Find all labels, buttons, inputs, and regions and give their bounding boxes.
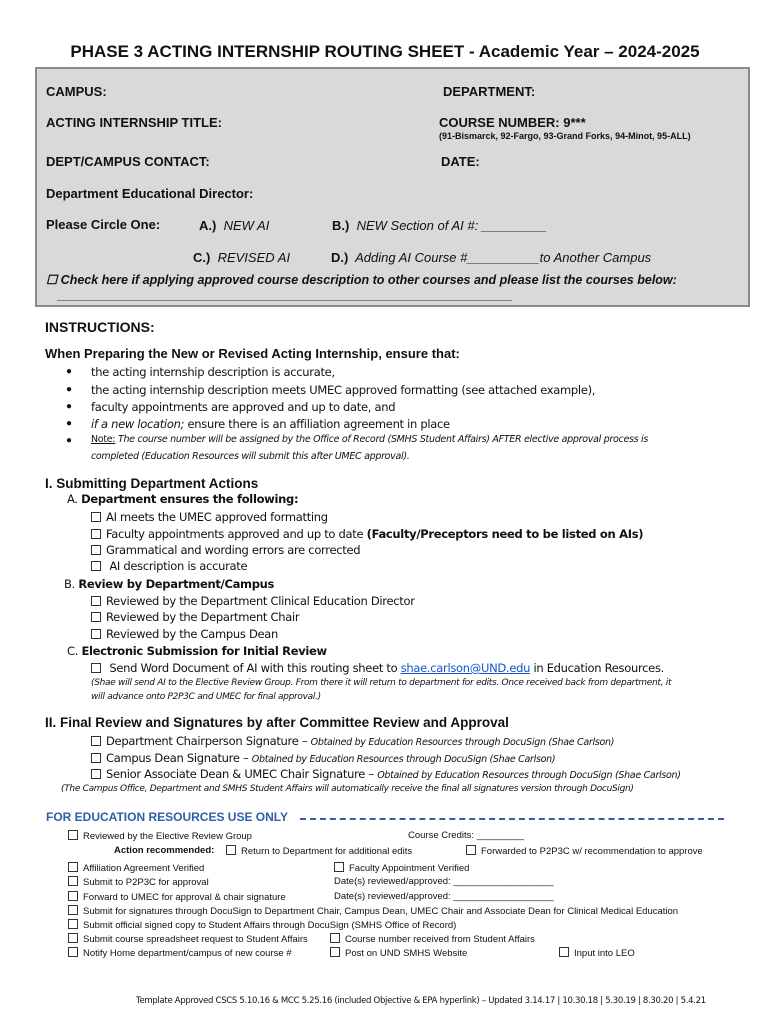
instruction-item: faculty appointments are approved and up to date, and — [91, 400, 396, 414]
er-submit-signatures[interactable]: Submit for signatures through DocuSign to Department Chair, Campus Dean, UMEC Chair and Associate Dean for Clinical Medical Education — [68, 905, 678, 917]
er-submit-copy[interactable]: Submit official signed copy to Student Affairs through DocuSign (SMHS Office of Record) — [68, 919, 456, 931]
checkbox[interactable] — [91, 561, 101, 571]
er-faculty-verified[interactable]: Faculty Appointment Verified — [334, 862, 469, 874]
checkbox[interactable] — [68, 933, 78, 943]
checkbox[interactable] — [466, 845, 476, 855]
instruction-item: the acting internship description meets UMEC approved formatting (see attached example), — [91, 383, 596, 397]
instruction-item: if a new location; ensure there is an affiliation agreement in place — [91, 417, 450, 431]
bullet: ● — [66, 384, 73, 395]
checkbox[interactable] — [226, 845, 236, 855]
section-2-heading: II. Final Review and Signatures by after Committee Review and Approval — [45, 715, 509, 730]
checkbox[interactable] — [91, 512, 101, 522]
heading-dash-line — [300, 818, 724, 820]
section-1c-note-2: will advance onto P2P3C and UMEC for final approval.) — [91, 692, 321, 702]
checkbox[interactable] — [91, 596, 101, 606]
ai-title-label: ACTING INTERNSHIP TITLE: — [46, 115, 222, 130]
er-affiliation[interactable]: Affiliation Agreement Verified — [68, 862, 204, 874]
circle-one-label: Please Circle One: — [46, 217, 161, 232]
er-submit-spreadsheet[interactable]: Submit course spreadsheet request to Student Affairs — [68, 933, 308, 945]
instructions-subheading: When Preparing the New or Revised Acting Internship, ensure that: — [45, 346, 460, 361]
contact-label: DEPT/CAMPUS CONTACT: — [46, 154, 210, 169]
section-1b-heading: B. Review by Department/Campus — [64, 577, 275, 591]
courses-list-line — [57, 300, 512, 301]
section-2-footnote: (The Campus Office, Department and SMHS Student Affairs will automatically receive the final all signatures version through DocuSign) — [61, 784, 634, 794]
er-forward-umec[interactable]: Forward to UMEC for approval & chair signature — [68, 891, 286, 903]
option-c[interactable]: C.) REVISED AI — [193, 250, 291, 265]
er-reviewed[interactable]: Reviewed by the Elective Review Group — [68, 830, 252, 842]
checklist-item[interactable]: AI description is accurate — [91, 559, 247, 573]
bullet: ● — [66, 435, 73, 446]
checkbox[interactable] — [330, 947, 340, 957]
checklist-item[interactable]: Reviewed by the Department Clinical Education Director — [91, 594, 415, 608]
date-label: DATE: — [441, 154, 480, 169]
education-resources-heading: FOR EDUCATION RESOURCES USE ONLY — [46, 810, 289, 824]
signature-item[interactable]: Senior Associate Dean & UMEC Chair Signature – Obtained by Education Resources through DocuSign (Shae Carlson) — [91, 767, 681, 781]
checkbox[interactable] — [68, 876, 78, 886]
checkbox[interactable] — [91, 629, 101, 639]
course-number-label: COURSE NUMBER: 9*** — [439, 115, 586, 130]
bullet: ● — [66, 418, 73, 429]
checkbox[interactable] — [559, 947, 569, 957]
campus-label: CAMPUS: — [46, 84, 107, 99]
signature-item[interactable]: Department Chairperson Signature – Obtained by Education Resources through DocuSign (Shae Carlson) — [91, 734, 614, 748]
bullet: ● — [66, 366, 73, 377]
department-label: DEPARTMENT: — [443, 84, 536, 99]
checkbox[interactable] — [330, 933, 340, 943]
checkbox[interactable] — [91, 545, 101, 555]
section-1c-note-1: (Shae will send AI to the Elective Review Group. From there it will return to department for edits. Once received back from department, it — [91, 678, 672, 688]
note-line-2: completed (Education Resources will submit this after UMEC approval). — [91, 451, 410, 462]
checkbox[interactable] — [91, 769, 101, 779]
checkbox[interactable] — [91, 736, 101, 746]
er-return-dept[interactable]: Return to Department for additional edits — [226, 845, 412, 857]
checklist-item[interactable]: AI meets the UMEC approved formatting — [91, 510, 328, 524]
note-line-1: Note: The course number will be assigned by the Office of Record (SMHS Student Affairs) AFTER elective approval process is — [91, 434, 648, 445]
director-label: Department Educational Director: — [46, 186, 254, 201]
checklist-item[interactable]: Grammatical and wording errors are corrected — [91, 543, 360, 557]
signature-item[interactable]: Campus Dean Signature – Obtained by Education Resources through DocuSign (Shae Carlson) — [91, 751, 555, 765]
page-title: PHASE 3 ACTING INTERNSHIP ROUTING SHEET - Academic Year – 2024-2025 — [70, 42, 700, 61]
course-number-note: (91-Bismarck, 92-Fargo, 93-Grand Forks, 94-Minot, 95-ALL) — [439, 131, 691, 141]
option-a[interactable]: A.) NEW AI — [199, 218, 270, 233]
er-course-credits: Course Credits: _________ — [408, 830, 525, 841]
section-1c-heading: C. Electronic Submission for Initial Review — [67, 644, 327, 658]
checkbox[interactable] — [334, 862, 344, 872]
instructions-heading: INSTRUCTIONS: — [45, 319, 155, 335]
er-course-received[interactable]: Course number received from Student Affairs — [330, 933, 535, 945]
checkbox[interactable] — [68, 919, 78, 929]
instruction-item: the acting internship description is accurate, — [91, 365, 335, 379]
section-1a-heading: A. Department ensures the following: — [67, 492, 299, 506]
check-other-courses[interactable]: ☐ Check here if applying approved course description to other courses and please list the courses below: — [46, 273, 677, 287]
footer-template-note: Template Approved CSCS 5.10.16 & MCC 5.25.16 (included Objective & EPA hyperlink) – Updated 3.14.17 | 10.30.18 | 5.30.19 | 8.30.20 | 5.4.21 — [136, 996, 706, 1006]
er-forwarded[interactable]: Forwarded to P2P3C w/ recommendation to approve — [466, 845, 703, 857]
checkbox[interactable] — [68, 905, 78, 915]
er-notify[interactable]: Notify Home department/campus of new course # — [68, 947, 292, 959]
bullet: ● — [66, 401, 73, 412]
option-d[interactable]: D.) Adding AI Course #__________to Another Campus — [331, 250, 652, 265]
email-link[interactable]: shae.carlson@UND.edu — [400, 661, 531, 675]
checklist-item[interactable]: Faculty appointments approved and up to date (Faculty/Preceptors need to be listed on AIs) — [91, 527, 643, 541]
checkbox[interactable] — [91, 753, 101, 763]
er-dates-2: Date(s) reviewed/approved: ___________________ — [334, 891, 554, 902]
checkbox[interactable] — [91, 612, 101, 622]
checkbox[interactable] — [91, 529, 101, 539]
checklist-item[interactable]: Reviewed by the Campus Dean — [91, 627, 278, 641]
checkbox[interactable] — [68, 862, 78, 872]
checklist-item[interactable]: Reviewed by the Department Chair — [91, 610, 299, 624]
section-1-heading: I. Submitting Department Actions — [45, 476, 259, 491]
er-submit-p2p3c[interactable]: Submit to P2P3C for approval — [68, 876, 209, 888]
checkbox[interactable] — [68, 891, 78, 901]
er-post-website[interactable]: Post on UND SMHS Website — [330, 947, 467, 959]
option-b[interactable]: B.) NEW Section of AI #: _________ — [332, 218, 547, 233]
checkbox[interactable] — [68, 830, 78, 840]
checkbox[interactable] — [91, 663, 101, 673]
checkbox[interactable] — [68, 947, 78, 957]
checklist-item[interactable]: Send Word Document of AI with this routing sheet to shae.carlson@UND.edu in Education Resources. — [91, 661, 664, 675]
er-dates-1: Date(s) reviewed/approved: ___________________ — [334, 876, 554, 887]
er-action-label: Action recommended: — [114, 845, 215, 856]
er-input-leo[interactable]: Input into LEO — [559, 947, 635, 959]
